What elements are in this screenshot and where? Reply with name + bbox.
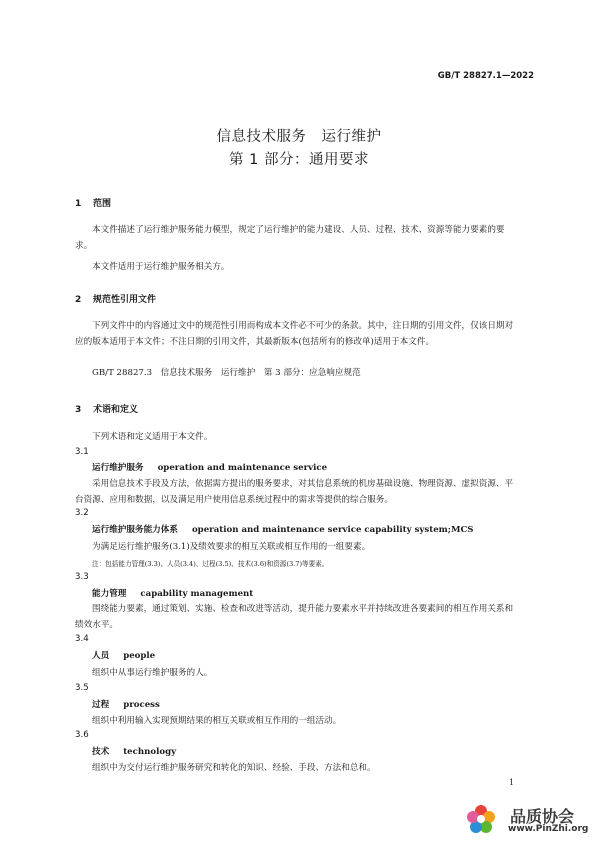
term-cn: 运行维护服务能力体系 — [92, 525, 178, 535]
section-title: 规范性引用文件 — [93, 295, 157, 305]
term-heading — [92, 649, 155, 661]
term-en: operation and maintenance service — [157, 463, 328, 473]
term-number: 3.6 — [75, 730, 89, 740]
term-en: capability management — [140, 589, 254, 599]
page-number: 1 — [509, 778, 515, 787]
term-en: technology — [123, 747, 177, 757]
document-title: 信息技术服务 运行维护 — [216, 129, 382, 145]
term-number: 3.5 — [75, 683, 89, 693]
term-definition: 采用信息技术手段及方法，依据需方提出的服务要求，对其信息系统的机房基础设施、物理资源、虚拟资源、平台资源、应用和数据，以及满足用户使用信息系统过程中的需求等提供的综合服务。 — [75, 479, 514, 505]
term-note: 注：包括能力管理(3.3)、人员(3.4)、过程(3.5)、技术(3.6)和资源(3.7)等要素。 — [92, 560, 329, 568]
term-heading — [92, 523, 474, 535]
term-heading — [92, 461, 327, 473]
term-definition: 组织中利用输入实现预期结果的相互关联或相互作用的一组活动。 — [92, 716, 342, 726]
term-number: 3.3 — [75, 572, 89, 582]
standard-number: GB/T 28827.1—2022 — [437, 71, 534, 81]
section-number: 1 — [75, 199, 82, 209]
term-cn: 能力管理 — [92, 589, 127, 599]
term-heading — [92, 698, 160, 710]
term-heading — [92, 745, 176, 757]
section-title: 术语和定义 — [93, 405, 139, 415]
section-title: 范围 — [93, 199, 112, 209]
term-cn: 人员 — [92, 651, 110, 661]
term-definition: 围绕能力要素，通过策划、实施、检查和改进等活动，提升能力要素水平并持续改进各要素间的相互作用关系和绩效水平。 — [75, 604, 514, 630]
document-subtitle: 第 1 部分：通用要求 — [229, 152, 369, 168]
section-3-heading — [75, 402, 138, 415]
section-number: 3 — [75, 405, 82, 415]
term-number: 3.4 — [75, 634, 89, 644]
term-en: people — [123, 651, 156, 661]
flower-logo-icon — [466, 804, 496, 834]
normative-reference: GB/T 28827.3 信息技术服务 运行维护 第 3 部分：应急响应规范 — [92, 368, 361, 378]
term-cn: 过程 — [92, 700, 110, 710]
section-2-heading — [75, 292, 156, 305]
term-cn: 技术 — [92, 747, 110, 757]
term-number: 3.2 — [75, 508, 89, 518]
term-cn: 运行维护服务 — [92, 463, 144, 473]
term-definition: 组织中为交付运行维护服务研究和转化的知识、经验、手段、方法和总和。 — [92, 763, 376, 773]
term-definition: 组织中从事运行维护服务的人。 — [92, 668, 213, 678]
section-1-paragraph-2: 本文件适用于运行维护服务相关方。 — [92, 262, 230, 272]
section-2-paragraph-1: 下列文件中的内容通过文中的规范性引用而构成本文件必不可少的条款。其中，注日期的引用文件，仅该日期对应的版本适用于本文件；不注日期的引用文件，其最新版本(包括所有的修改单)适用于本文件。 — [75, 321, 514, 347]
term-definition: 为满足运行维护服务(3.1)及绩效要求的相互关联或相互作用的一组要素。 — [92, 542, 371, 552]
watermark-cn-text: 品质协会 — [510, 807, 575, 826]
section-3-intro: 下列术语和定义适用于本文件。 — [92, 432, 213, 442]
watermark-url-text: www.PinZhi.org — [508, 824, 589, 834]
term-number: 3.1 — [75, 447, 89, 457]
term-heading — [92, 587, 253, 599]
term-en: process — [123, 700, 160, 710]
section-1-heading — [75, 196, 111, 209]
section-number: 2 — [75, 295, 82, 305]
pinzhi-watermark-logo — [462, 800, 594, 840]
section-1-paragraph-1: 本文件描述了运行维护服务能力模型，规定了运行维护的能力建设、人员、过程、技术、资源等能力要素的要求。 — [75, 225, 505, 251]
term-en: operation and maintenance service capability system;MCS — [191, 525, 474, 535]
